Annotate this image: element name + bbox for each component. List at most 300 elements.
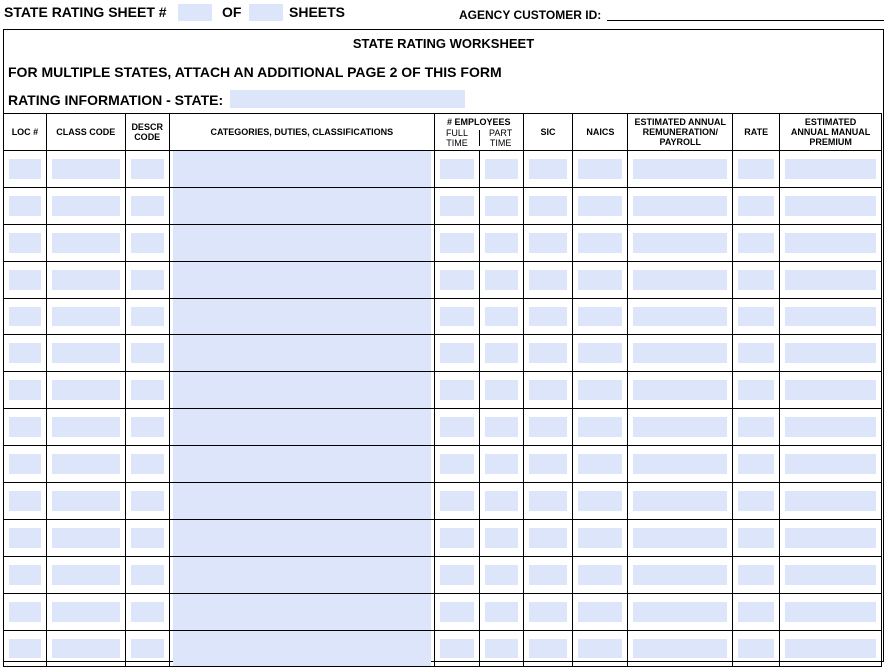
part-time-cell bbox=[479, 298, 523, 335]
category-cell bbox=[169, 593, 434, 630]
full-time-field[interactable] bbox=[440, 196, 474, 216]
remuneration-field[interactable] bbox=[633, 528, 727, 548]
table-row bbox=[4, 593, 882, 630]
loc-field[interactable] bbox=[9, 528, 41, 548]
premium-field[interactable] bbox=[785, 233, 876, 253]
premium-cell bbox=[780, 187, 882, 224]
sic-field[interactable] bbox=[529, 380, 568, 400]
loc-field[interactable] bbox=[9, 639, 41, 659]
descr-code-field[interactable] bbox=[131, 159, 164, 179]
sic-field[interactable] bbox=[529, 565, 568, 585]
table-row bbox=[4, 630, 882, 667]
class-code-cell bbox=[46, 298, 125, 335]
premium-field[interactable] bbox=[785, 565, 876, 585]
premium-field[interactable] bbox=[785, 343, 876, 363]
premium-field[interactable] bbox=[785, 196, 876, 216]
class-code-field[interactable] bbox=[52, 233, 120, 253]
rate-field[interactable] bbox=[738, 602, 774, 622]
category-cell bbox=[169, 224, 434, 261]
category-field[interactable] bbox=[173, 631, 431, 667]
rate-cell bbox=[733, 593, 780, 630]
category-cell bbox=[169, 261, 434, 298]
descr-code-cell bbox=[125, 224, 169, 261]
multiple-states-note: FOR MULTIPLE STATES, ATTACH AN ADDITIONAL PAGE 2 OF THIS FORM bbox=[8, 64, 502, 80]
remuneration-cell bbox=[628, 151, 733, 188]
remuneration-field[interactable] bbox=[633, 565, 727, 585]
full-time-field[interactable] bbox=[440, 159, 474, 179]
col-header-loc: LOC # bbox=[4, 114, 47, 151]
remuneration-field[interactable] bbox=[633, 454, 727, 474]
premium-cell bbox=[780, 261, 882, 298]
sic-field[interactable] bbox=[529, 417, 568, 437]
sic-cell bbox=[523, 409, 573, 446]
class-code-field[interactable] bbox=[52, 417, 120, 437]
premium-field[interactable] bbox=[785, 270, 876, 290]
loc-field[interactable] bbox=[9, 565, 41, 585]
remuneration-field[interactable] bbox=[633, 639, 727, 659]
remuneration-cell bbox=[628, 372, 733, 409]
remuneration-field[interactable] bbox=[633, 417, 727, 437]
descr-code-field[interactable] bbox=[131, 639, 164, 659]
sic-cell bbox=[523, 556, 573, 593]
rate-cell bbox=[733, 372, 780, 409]
total-sheets-field[interactable] bbox=[249, 4, 283, 21]
rate-cell bbox=[733, 483, 780, 520]
class-code-cell bbox=[46, 261, 125, 298]
premium-cell bbox=[780, 446, 882, 483]
part-time-cell bbox=[479, 483, 523, 520]
sic-field[interactable] bbox=[529, 196, 568, 216]
table-row bbox=[4, 224, 882, 261]
loc-cell bbox=[4, 593, 47, 630]
table-row bbox=[4, 519, 882, 556]
state-field[interactable] bbox=[230, 90, 465, 108]
rate-field[interactable] bbox=[738, 454, 774, 474]
class-code-cell bbox=[46, 556, 125, 593]
full-time-field[interactable] bbox=[440, 417, 474, 437]
part-time-cell bbox=[479, 593, 523, 630]
class-code-field[interactable] bbox=[52, 565, 120, 585]
sic-cell bbox=[523, 446, 573, 483]
part-time-cell bbox=[479, 556, 523, 593]
full-time-field[interactable] bbox=[440, 602, 474, 622]
category-field[interactable] bbox=[173, 520, 431, 556]
sic-cell bbox=[523, 483, 573, 520]
sic-cell bbox=[523, 630, 573, 667]
part-time-cell bbox=[479, 519, 523, 556]
naics-field[interactable] bbox=[578, 196, 622, 216]
table-row bbox=[4, 298, 882, 335]
category-cell bbox=[169, 335, 434, 372]
premium-field[interactable] bbox=[785, 639, 876, 659]
part-time-field[interactable] bbox=[485, 491, 518, 511]
full-time-field[interactable] bbox=[440, 639, 474, 659]
part-time-field[interactable] bbox=[485, 343, 518, 363]
class-code-field[interactable] bbox=[52, 528, 120, 548]
rate-field[interactable] bbox=[738, 233, 774, 253]
full-time-cell bbox=[434, 151, 479, 188]
part-time-cell bbox=[479, 261, 523, 298]
part-time-field[interactable] bbox=[485, 528, 518, 548]
naics-cell bbox=[573, 335, 628, 372]
naics-field[interactable] bbox=[578, 307, 622, 327]
class-code-field[interactable] bbox=[52, 602, 120, 622]
table-row bbox=[4, 187, 882, 224]
premium-cell bbox=[780, 519, 882, 556]
full-time-cell bbox=[434, 224, 479, 261]
part-time-field[interactable] bbox=[485, 602, 518, 622]
part-time-field[interactable] bbox=[485, 159, 518, 179]
col-header-class-code: CLASS CODE bbox=[46, 114, 125, 151]
sic-field[interactable] bbox=[529, 639, 568, 659]
full-time-field[interactable] bbox=[440, 528, 474, 548]
premium-cell bbox=[780, 151, 882, 188]
naics-cell bbox=[573, 593, 628, 630]
remuneration-cell bbox=[628, 446, 733, 483]
loc-cell bbox=[4, 372, 47, 409]
worksheet-title: STATE RATING WORKSHEET bbox=[352, 36, 535, 51]
full-time-field[interactable] bbox=[440, 307, 474, 327]
descr-code-field[interactable] bbox=[131, 380, 164, 400]
loc-cell bbox=[4, 483, 47, 520]
class-code-field[interactable] bbox=[52, 454, 120, 474]
descr-code-cell bbox=[125, 409, 169, 446]
loc-cell bbox=[4, 409, 47, 446]
loc-field[interactable] bbox=[9, 159, 41, 179]
loc-field[interactable] bbox=[9, 343, 41, 363]
loc-field[interactable] bbox=[9, 307, 41, 327]
naics-field[interactable] bbox=[578, 491, 622, 511]
rate-field[interactable] bbox=[738, 380, 774, 400]
loc-cell bbox=[4, 335, 47, 372]
sheet-number-field[interactable] bbox=[178, 4, 212, 21]
full-time-field[interactable] bbox=[440, 270, 474, 290]
naics-field[interactable] bbox=[578, 528, 622, 548]
part-time-cell bbox=[479, 630, 523, 667]
descr-code-cell bbox=[125, 261, 169, 298]
premium-cell bbox=[780, 335, 882, 372]
premium-field[interactable] bbox=[785, 454, 876, 474]
descr-code-field[interactable] bbox=[131, 417, 164, 437]
remuneration-cell bbox=[628, 335, 733, 372]
rate-field[interactable] bbox=[738, 417, 774, 437]
part-time-cell bbox=[479, 224, 523, 261]
category-cell bbox=[169, 446, 434, 483]
naics-field[interactable] bbox=[578, 639, 622, 659]
premium-field[interactable] bbox=[785, 159, 876, 179]
loc-cell bbox=[4, 224, 47, 261]
loc-field[interactable] bbox=[9, 417, 41, 437]
descr-code-cell bbox=[125, 593, 169, 630]
remuneration-field[interactable] bbox=[633, 602, 727, 622]
loc-cell bbox=[4, 151, 47, 188]
part-time-field[interactable] bbox=[485, 454, 518, 474]
descr-code-cell bbox=[125, 630, 169, 667]
table-row bbox=[4, 372, 882, 409]
full-time-cell bbox=[434, 556, 479, 593]
category-field[interactable] bbox=[173, 188, 431, 224]
class-code-cell bbox=[46, 519, 125, 556]
col-header-descr-code: DESCR CODE bbox=[125, 114, 169, 151]
full-time-cell bbox=[434, 446, 479, 483]
sic-field[interactable] bbox=[529, 159, 568, 179]
category-cell bbox=[169, 187, 434, 224]
category-field[interactable] bbox=[173, 594, 431, 630]
part-time-cell bbox=[479, 409, 523, 446]
category-field[interactable] bbox=[173, 151, 431, 187]
sic-field[interactable] bbox=[529, 343, 568, 363]
full-time-field[interactable] bbox=[440, 343, 474, 363]
part-time-field[interactable] bbox=[485, 639, 518, 659]
worksheet-frame bbox=[3, 29, 884, 662]
naics-field[interactable] bbox=[578, 233, 622, 253]
sic-field[interactable] bbox=[529, 270, 568, 290]
category-field[interactable] bbox=[173, 299, 431, 335]
category-cell bbox=[169, 151, 434, 188]
agency-customer-id-field[interactable] bbox=[607, 19, 884, 21]
naics-cell bbox=[573, 224, 628, 261]
remuneration-field[interactable] bbox=[633, 307, 727, 327]
sic-cell bbox=[523, 335, 573, 372]
premium-field[interactable] bbox=[785, 307, 876, 327]
category-cell bbox=[169, 556, 434, 593]
category-cell bbox=[169, 483, 434, 520]
full-time-field[interactable] bbox=[440, 565, 474, 585]
class-code-field[interactable] bbox=[52, 270, 120, 290]
rate-field[interactable] bbox=[738, 159, 774, 179]
part-time-field[interactable] bbox=[485, 307, 518, 327]
category-field[interactable] bbox=[173, 409, 431, 445]
sic-cell bbox=[523, 519, 573, 556]
category-field[interactable] bbox=[173, 372, 431, 408]
sic-cell bbox=[523, 151, 573, 188]
descr-code-field[interactable] bbox=[131, 307, 164, 327]
table-row bbox=[4, 335, 882, 372]
sic-cell bbox=[523, 224, 573, 261]
loc-cell bbox=[4, 187, 47, 224]
naics-cell bbox=[573, 519, 628, 556]
premium-cell bbox=[780, 409, 882, 446]
class-code-cell bbox=[46, 224, 125, 261]
rate-cell bbox=[733, 335, 780, 372]
descr-code-cell bbox=[125, 556, 169, 593]
col-header-sic: SIC bbox=[523, 114, 573, 151]
rate-cell bbox=[733, 409, 780, 446]
descr-code-field[interactable] bbox=[131, 565, 164, 585]
class-code-cell bbox=[46, 593, 125, 630]
rate-cell bbox=[733, 187, 780, 224]
full-time-cell bbox=[434, 593, 479, 630]
table-row bbox=[4, 151, 882, 188]
full-time-cell bbox=[434, 298, 479, 335]
loc-cell bbox=[4, 630, 47, 667]
part-time-cell bbox=[479, 335, 523, 372]
col-header-part-time: PART TIME bbox=[489, 128, 513, 148]
rate-field[interactable] bbox=[738, 639, 774, 659]
loc-field[interactable] bbox=[9, 454, 41, 474]
descr-code-field[interactable] bbox=[131, 343, 164, 363]
table-header-row bbox=[4, 114, 882, 151]
class-code-cell bbox=[46, 446, 125, 483]
category-cell bbox=[169, 372, 434, 409]
sic-field[interactable] bbox=[529, 307, 568, 327]
descr-code-field[interactable] bbox=[131, 491, 164, 511]
naics-field[interactable] bbox=[578, 270, 622, 290]
remuneration-field[interactable] bbox=[633, 233, 727, 253]
full-time-cell bbox=[434, 372, 479, 409]
class-code-field[interactable] bbox=[52, 639, 120, 659]
remuneration-cell bbox=[628, 483, 733, 520]
part-time-field[interactable] bbox=[485, 196, 518, 216]
descr-code-field[interactable] bbox=[131, 602, 164, 622]
naics-field[interactable] bbox=[578, 565, 622, 585]
rate-field[interactable] bbox=[738, 196, 774, 216]
descr-code-cell bbox=[125, 446, 169, 483]
naics-cell bbox=[573, 409, 628, 446]
full-time-field[interactable] bbox=[440, 380, 474, 400]
part-time-field[interactable] bbox=[485, 270, 518, 290]
rate-field[interactable] bbox=[738, 528, 774, 548]
naics-cell bbox=[573, 151, 628, 188]
class-code-field[interactable] bbox=[52, 380, 120, 400]
class-code-cell bbox=[46, 151, 125, 188]
sic-field[interactable] bbox=[529, 454, 568, 474]
loc-cell bbox=[4, 556, 47, 593]
part-time-cell bbox=[479, 151, 523, 188]
category-field[interactable] bbox=[173, 335, 431, 371]
descr-code-field[interactable] bbox=[131, 270, 164, 290]
descr-code-field[interactable] bbox=[131, 528, 164, 548]
sic-field[interactable] bbox=[529, 602, 568, 622]
col-header-rate: RATE bbox=[733, 114, 780, 151]
category-field[interactable] bbox=[173, 262, 431, 298]
table-row bbox=[4, 409, 882, 446]
sic-cell bbox=[523, 593, 573, 630]
loc-cell bbox=[4, 519, 47, 556]
sic-cell bbox=[523, 187, 573, 224]
full-time-field[interactable] bbox=[440, 454, 474, 474]
remuneration-cell bbox=[628, 409, 733, 446]
table-row bbox=[4, 556, 882, 593]
descr-code-field[interactable] bbox=[131, 196, 164, 216]
sic-field[interactable] bbox=[529, 528, 568, 548]
loc-field[interactable] bbox=[9, 196, 41, 216]
naics-cell bbox=[573, 446, 628, 483]
remuneration-field[interactable] bbox=[633, 380, 727, 400]
descr-code-cell bbox=[125, 151, 169, 188]
premium-cell bbox=[780, 372, 882, 409]
part-time-field[interactable] bbox=[485, 380, 518, 400]
remuneration-field[interactable] bbox=[633, 491, 727, 511]
class-code-field[interactable] bbox=[52, 343, 120, 363]
category-cell bbox=[169, 409, 434, 446]
category-cell bbox=[169, 519, 434, 556]
naics-cell bbox=[573, 261, 628, 298]
rate-field[interactable] bbox=[738, 565, 774, 585]
part-time-field[interactable] bbox=[485, 233, 518, 253]
rate-cell bbox=[733, 151, 780, 188]
full-time-cell bbox=[434, 519, 479, 556]
full-time-field[interactable] bbox=[440, 491, 474, 511]
loc-field[interactable] bbox=[9, 380, 41, 400]
class-code-field[interactable] bbox=[52, 159, 120, 179]
premium-cell bbox=[780, 298, 882, 335]
descr-code-cell bbox=[125, 187, 169, 224]
descr-code-field[interactable] bbox=[131, 454, 164, 474]
category-cell bbox=[169, 630, 434, 667]
full-time-cell bbox=[434, 483, 479, 520]
premium-field[interactable] bbox=[785, 417, 876, 437]
remuneration-field[interactable] bbox=[633, 343, 727, 363]
rate-field[interactable] bbox=[738, 343, 774, 363]
remuneration-field[interactable] bbox=[633, 159, 727, 179]
rate-field[interactable] bbox=[738, 491, 774, 511]
category-field[interactable] bbox=[173, 446, 431, 482]
col-header-naics: NAICS bbox=[573, 114, 628, 151]
col-header-employees: # EMPLOYEES FULL TIME PART TIME bbox=[434, 114, 523, 151]
sic-field[interactable] bbox=[529, 233, 568, 253]
naics-field[interactable] bbox=[578, 380, 622, 400]
full-time-field[interactable] bbox=[440, 233, 474, 253]
naics-field[interactable] bbox=[578, 343, 622, 363]
rate-cell bbox=[733, 556, 780, 593]
part-time-field[interactable] bbox=[485, 565, 518, 585]
remuneration-cell bbox=[628, 261, 733, 298]
naics-field[interactable] bbox=[578, 602, 622, 622]
table-row bbox=[4, 261, 882, 298]
premium-field[interactable] bbox=[785, 528, 876, 548]
category-field[interactable] bbox=[173, 483, 431, 519]
class-code-field[interactable] bbox=[52, 491, 120, 511]
naics-cell bbox=[573, 556, 628, 593]
premium-field[interactable] bbox=[785, 491, 876, 511]
premium-field[interactable] bbox=[785, 602, 876, 622]
descr-code-field[interactable] bbox=[131, 233, 164, 253]
premium-cell bbox=[780, 483, 882, 520]
class-code-cell bbox=[46, 630, 125, 667]
rate-field[interactable] bbox=[738, 307, 774, 327]
class-code-field[interactable] bbox=[52, 307, 120, 327]
loc-cell bbox=[4, 261, 47, 298]
category-field[interactable] bbox=[173, 225, 431, 261]
class-code-field[interactable] bbox=[52, 196, 120, 216]
naics-field[interactable] bbox=[578, 417, 622, 437]
class-code-cell bbox=[46, 409, 125, 446]
loc-field[interactable] bbox=[9, 491, 41, 511]
remuneration-field[interactable] bbox=[633, 270, 727, 290]
table-row bbox=[4, 446, 882, 483]
class-code-cell bbox=[46, 372, 125, 409]
sic-field[interactable] bbox=[529, 491, 568, 511]
naics-field[interactable] bbox=[578, 159, 622, 179]
part-time-cell bbox=[479, 446, 523, 483]
category-cell bbox=[169, 298, 434, 335]
loc-field[interactable] bbox=[9, 270, 41, 290]
premium-cell bbox=[780, 556, 882, 593]
loc-field[interactable] bbox=[9, 233, 41, 253]
remuneration-field[interactable] bbox=[633, 196, 727, 216]
loc-field[interactable] bbox=[9, 602, 41, 622]
loc-cell bbox=[4, 446, 47, 483]
rate-cell bbox=[733, 630, 780, 667]
agency-customer-id-label: AGENCY CUSTOMER ID: bbox=[459, 8, 602, 22]
naics-field[interactable] bbox=[578, 454, 622, 474]
table-row bbox=[4, 483, 882, 520]
category-field[interactable] bbox=[173, 557, 431, 593]
rate-field[interactable] bbox=[738, 270, 774, 290]
part-time-field[interactable] bbox=[485, 417, 518, 437]
premium-field[interactable] bbox=[785, 380, 876, 400]
